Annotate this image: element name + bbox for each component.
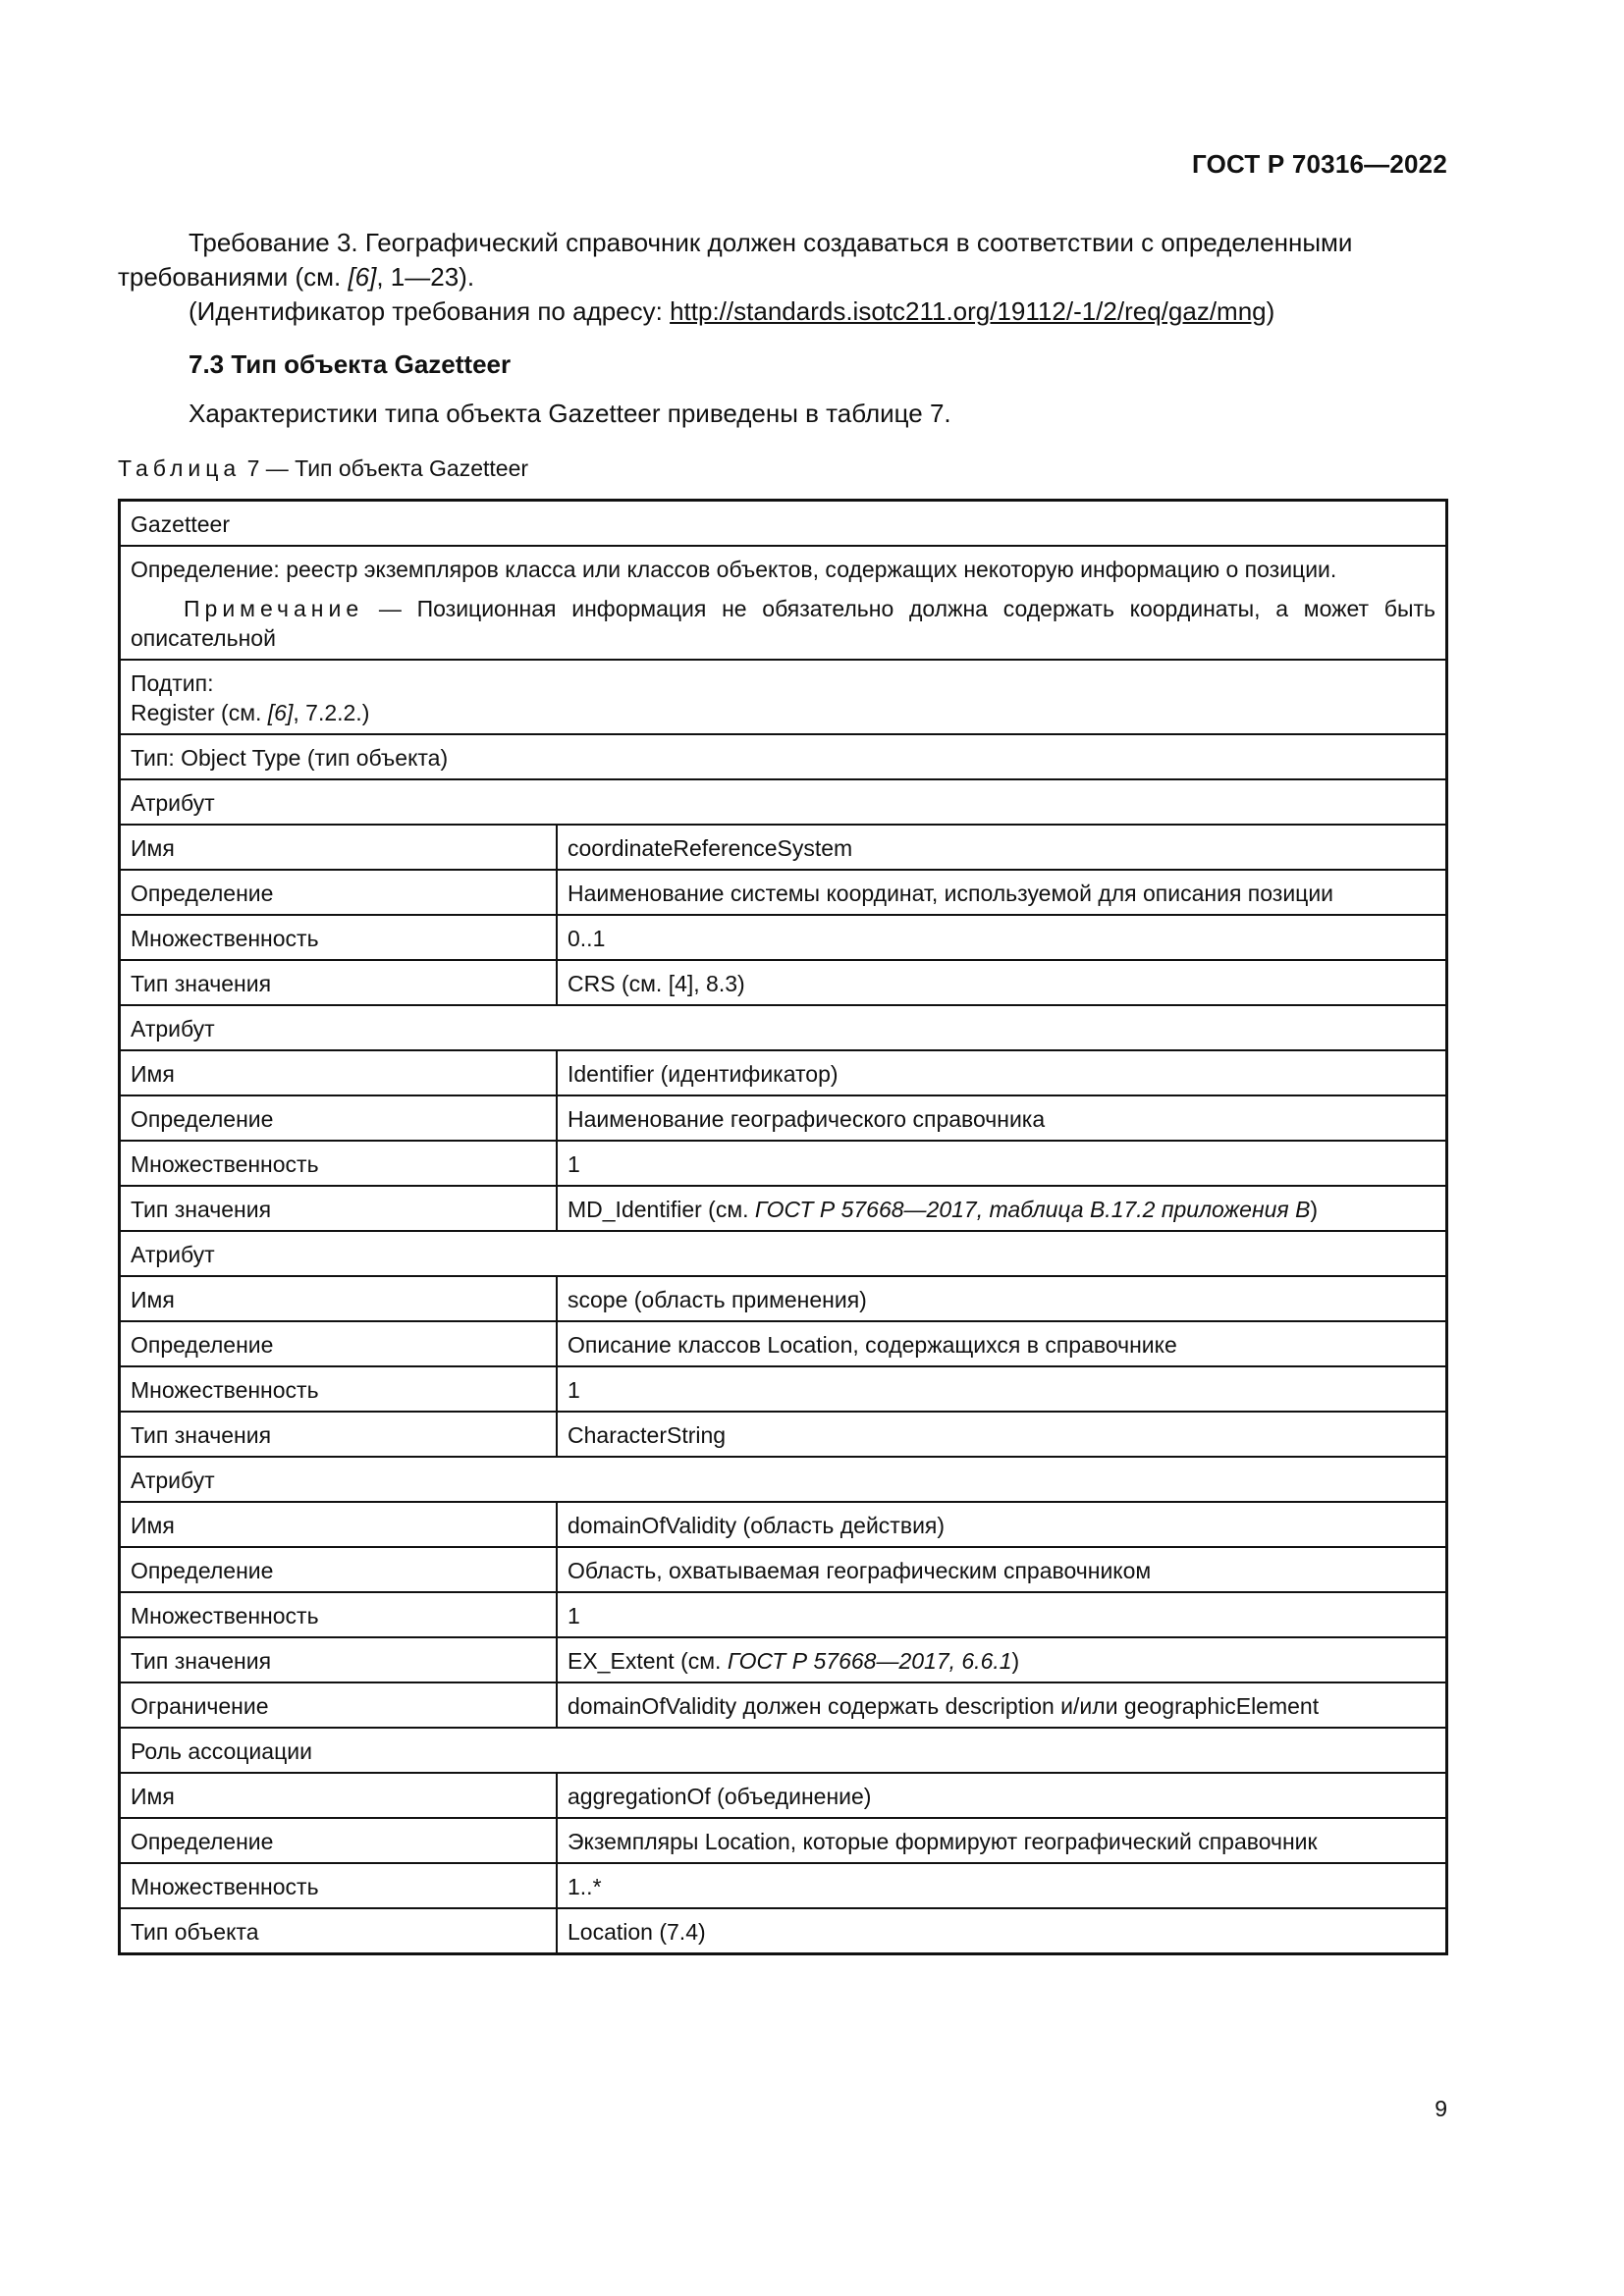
table-row [120, 1050, 1447, 1095]
table-row [120, 1366, 1447, 1412]
attribute-section-cell: Атрибут [120, 779, 1447, 825]
definition-cell [120, 546, 1447, 660]
table-row [120, 734, 1447, 779]
caption-text: 7 — Тип объекта Gazetteer [241, 455, 529, 481]
table-row [120, 1502, 1447, 1547]
requirement-text [118, 226, 1448, 294]
requirement-link[interactable]: http://standards.isotc211.org/19112/-1/2/req/gaz/mng [670, 296, 1267, 326]
identifier-prefix: (Идентификатор требования по адресу: [189, 296, 671, 326]
value-cell: scope (область применения) [557, 1276, 1447, 1321]
note-text [131, 594, 1435, 653]
value-post: ) [1011, 1648, 1020, 1674]
value-cell: domainOfValidity должен содержать description и/или geographicElement [557, 1682, 1447, 1728]
requirement-paragraph [118, 226, 1448, 329]
key-cell: Имя [120, 1773, 558, 1818]
section-intro: Характеристики типа объекта Gazetteer приведены в таблице 7. [189, 399, 951, 428]
subtype-pre: Register (см. [131, 700, 268, 725]
table-row [120, 546, 1447, 660]
table-row [120, 1908, 1447, 1954]
table-row [120, 779, 1447, 825]
value-ref: ГОСТ Р 57668—2017, 6.6.1 [727, 1648, 1012, 1674]
value-cell: Наименование системы координат, используемой для описания позиции [557, 870, 1447, 915]
table-row [120, 1141, 1447, 1186]
gazetteer-table [118, 499, 1448, 1955]
value-cell: aggregationOf (объединение) [557, 1773, 1447, 1818]
table-row [120, 1276, 1447, 1321]
key-cell: Имя [120, 825, 558, 870]
table-row [120, 1231, 1447, 1276]
value-cell: Область, охватываемая географическим справочником [557, 1547, 1447, 1592]
key-cell: Определение [120, 870, 558, 915]
table-row [120, 1095, 1447, 1141]
table-row [120, 1818, 1447, 1863]
attribute-section-cell: Атрибут [120, 1005, 1447, 1050]
table-row [120, 1186, 1447, 1231]
table-row [120, 1863, 1447, 1908]
value-cell: 1..* [557, 1863, 1447, 1908]
attribute-section-cell: Атрибут [120, 1457, 1447, 1502]
table-head-cell: Gazetteer [120, 501, 1447, 547]
note-label: Примечание [184, 596, 364, 621]
key-cell: Множественность [120, 1366, 558, 1412]
key-cell: Тип значения [120, 1412, 558, 1457]
value-cell: CRS (см. [4], 8.3) [557, 960, 1447, 1005]
key-cell: Тип значения [120, 1186, 558, 1231]
note-body: — Позиционная информация не обязательно должна содержать координаты, а может быть описательной [131, 596, 1435, 651]
key-cell: Имя [120, 1276, 558, 1321]
value-cell: 0..1 [557, 915, 1447, 960]
role-section-cell: Роль ассоциации [120, 1728, 1447, 1773]
table-row [120, 1457, 1447, 1502]
key-cell: Определение [120, 1095, 558, 1141]
subtype-ref: [6] [267, 700, 294, 725]
table-row [120, 660, 1447, 734]
key-cell: Тип значения [120, 960, 558, 1005]
section-title: 7.3 Тип объекта Gazetteer [189, 349, 512, 379]
value-cell: 1 [557, 1366, 1447, 1412]
key-cell: Ограничение [120, 1682, 558, 1728]
type-cell: Тип: Object Type (тип объекта) [120, 734, 1447, 779]
key-cell: Имя [120, 1502, 558, 1547]
subtype-label: Подтип: [131, 670, 214, 696]
identifier-suffix: ) [1266, 296, 1275, 326]
table-row [120, 1321, 1447, 1366]
value-pre: EX_Extent (см. [568, 1648, 728, 1674]
value-cell [557, 1637, 1447, 1682]
table-row [120, 1412, 1447, 1457]
table-row [120, 1637, 1447, 1682]
page-number: 9 [1435, 2096, 1447, 2121]
key-cell: Имя [120, 1050, 558, 1095]
key-cell: Определение [120, 1321, 558, 1366]
table-row [120, 1773, 1447, 1818]
value-ref: ГОСТ Р 57668—2017, таблица B.17.2 приложения B [754, 1197, 1311, 1222]
value-cell: domainOfValidity (область действия) [557, 1502, 1447, 1547]
table-row [120, 1592, 1447, 1637]
key-cell: Определение [120, 1547, 558, 1592]
definition-text: Определение: реестр экземпляров класса или классов объектов, содержащих некоторую информацию о позиции. [131, 557, 1337, 582]
table-row [120, 1005, 1447, 1050]
value-cell: 1 [557, 1592, 1447, 1637]
value-cell: coordinateReferenceSystem [557, 825, 1447, 870]
value-cell: 1 [557, 1141, 1447, 1186]
subtype-value [131, 698, 1435, 727]
value-cell: CharacterString [557, 1412, 1447, 1457]
standard-designation: ГОСТ Р 70316—2022 [1192, 149, 1447, 179]
attribute-section-cell: Атрибут [120, 1231, 1447, 1276]
value-pre: MD_Identifier (см. [568, 1197, 755, 1222]
key-cell: Множественность [120, 1863, 558, 1908]
table-row [120, 1682, 1447, 1728]
key-cell: Определение [120, 1818, 558, 1863]
caption-label: Таблица [118, 455, 242, 481]
value-cell [557, 1186, 1447, 1231]
key-cell: Множественность [120, 1141, 558, 1186]
key-cell: Тип объекта [120, 1908, 558, 1954]
requirement-line-tail: , 1—23). [376, 262, 475, 292]
key-cell: Множественность [120, 1592, 558, 1637]
table-row [120, 501, 1447, 547]
value-cell: Экземпляры Location, которые формируют географический справочник [557, 1818, 1447, 1863]
value-cell: Identifier (идентификатор) [557, 1050, 1447, 1095]
table-row [120, 1547, 1447, 1592]
table-row [120, 960, 1447, 1005]
value-post: ) [1310, 1197, 1319, 1222]
table-row [120, 915, 1447, 960]
table-caption [118, 455, 528, 482]
requirement-line: Требование 3. Географический справочник должен создаваться в соответствии с определенными [189, 228, 1353, 257]
subtype-post: , 7.2.2.) [293, 700, 370, 725]
table-row [120, 1728, 1447, 1773]
key-cell: Тип значения [120, 1637, 558, 1682]
subtype-cell [120, 660, 1447, 734]
table-row [120, 870, 1447, 915]
reference-6: [6] [348, 262, 377, 292]
value-cell: Описание классов Location, содержащихся в справочнике [557, 1321, 1447, 1366]
value-cell: Location (7.4) [557, 1908, 1447, 1954]
value-cell: Наименование географического справочника [557, 1095, 1447, 1141]
requirement-identifier [118, 294, 1448, 329]
table-row [120, 825, 1447, 870]
key-cell: Множественность [120, 915, 558, 960]
requirement-line-cont: требованиями (см. [118, 262, 349, 292]
